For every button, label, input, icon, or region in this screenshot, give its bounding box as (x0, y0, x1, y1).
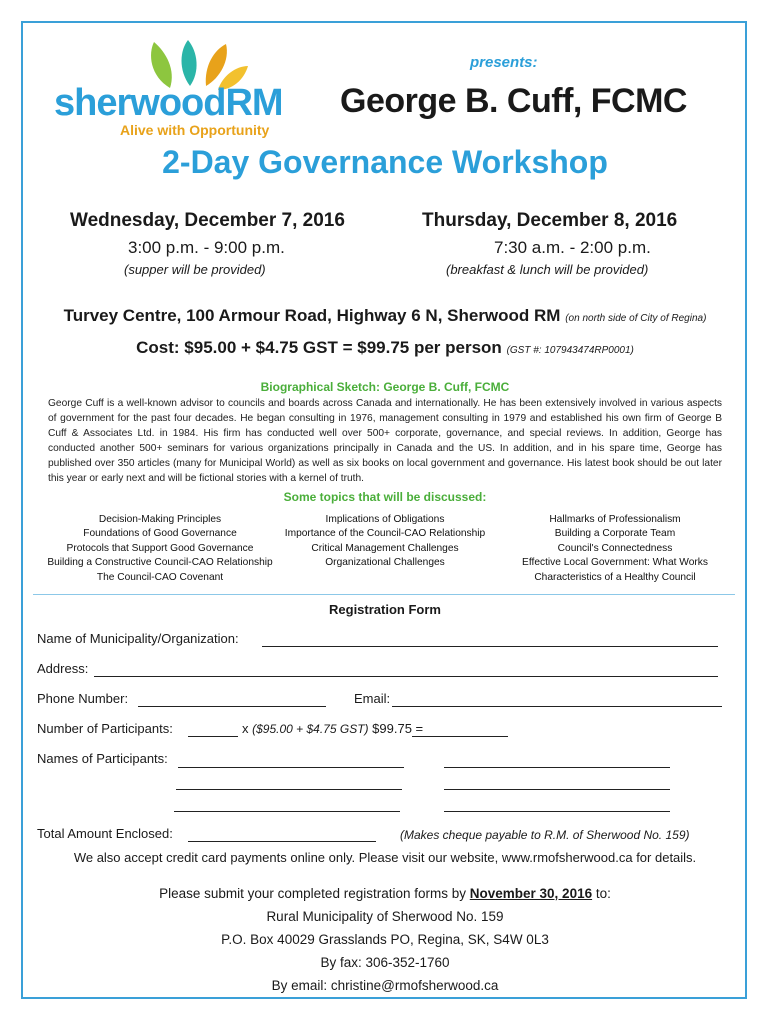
topic-item: Effective Local Government: What Works (522, 557, 708, 569)
participant-names-label: Names of Participants: (37, 751, 168, 766)
calc-formula: ($95.00 + $4.75 GST) (252, 722, 369, 736)
calc-x: x (242, 721, 249, 736)
day-2-date: Thursday, December 8, 2016 (422, 210, 678, 231)
registration-heading: Registration Form (329, 602, 441, 617)
day-1-time: 3:00 p.m. - 9:00 p.m. (128, 238, 285, 257)
participant-name-field-5[interactable] (174, 810, 400, 812)
calc-total-field[interactable] (412, 735, 508, 737)
topics-column-2 (272, 513, 498, 571)
topic-item: Council's Connectedness (557, 542, 673, 554)
venue-line (0, 306, 770, 326)
topic-item: Importance of the Council-CAO Relationship (284, 528, 486, 540)
gst-note: (GST #: 107943474RP0001) (506, 345, 634, 356)
section-divider (33, 594, 735, 595)
logo-word-sherwood: sherwood (54, 82, 226, 124)
topic-item: Building a Corporate Team (554, 528, 676, 540)
email-label: Email: (354, 691, 391, 706)
participant-name-field-3[interactable] (176, 788, 402, 790)
participants-count-field[interactable] (188, 735, 238, 737)
topic-item: Implications of Obligations (325, 514, 445, 525)
submit-deadline: November 30, 2016 (469, 886, 593, 901)
municipality-label: Name of Municipality/Organization: (37, 631, 239, 646)
cheque-note: (Makes cheque payable to R.M. of Sherwood No. 159) (400, 828, 690, 842)
participants-count-label: Number of Participants: (37, 721, 173, 736)
address-field[interactable] (94, 675, 718, 677)
day-1-note: (supper will be provided) (124, 262, 266, 277)
submit-email: By email: christine@rmofsherwood.ca (271, 978, 499, 993)
phone-field[interactable] (138, 705, 326, 707)
topic-item: Building a Constructive Council-CAO Relationship (47, 557, 273, 569)
day-2-time: 7:30 a.m. - 2:00 p.m. (494, 238, 651, 257)
submit-to: to: (595, 886, 611, 901)
topic-item: The Council-CAO Covenant (96, 571, 224, 583)
submit-address: P.O. Box 40029 Grasslands PO, Regina, SK, S4W 0L3 (221, 932, 549, 947)
topic-item: Protocols that Support Good Governance (66, 542, 254, 554)
price-calculation (242, 721, 423, 736)
topic-item: Foundations of Good Governance (83, 528, 237, 540)
participant-name-field-6[interactable] (444, 810, 670, 812)
cost-line (0, 338, 770, 358)
email-field[interactable] (392, 705, 722, 707)
submit-fax: By fax: 306-352-1760 (320, 955, 450, 970)
submit-line (0, 886, 770, 901)
phone-label: Phone Number: (37, 691, 129, 706)
submit-organization: Rural Municipality of Sherwood No. 159 (266, 909, 504, 924)
cost-text: Cost: $95.00 + $4.75 GST = $99.75 per person (136, 338, 502, 357)
participant-name-field-2[interactable] (444, 766, 670, 768)
topics-heading: Some topics that will be discussed: (283, 490, 487, 504)
presents-label: presents: (470, 54, 538, 71)
workshop-title: 2-Day Governance Workshop (162, 144, 608, 180)
municipality-field[interactable] (262, 645, 718, 647)
venue-note: (on north side of City of Regina) (565, 313, 707, 324)
topic-item: Organizational Challenges (325, 557, 445, 569)
topics-column-1 (40, 513, 280, 585)
topic-item: Critical Management Challenges (311, 542, 459, 554)
topic-item: Characteristics of a Healthy Council (534, 571, 696, 583)
day-2-note: (breakfast & lunch will be provided) (446, 262, 649, 277)
participant-name-field-4[interactable] (444, 788, 670, 790)
logo-word-rm: RM (225, 82, 283, 124)
topics-column-3 (500, 513, 730, 585)
topic-item: Hallmarks of Professionalism (549, 514, 681, 525)
speaker-name: George B. Cuff, FCMC (340, 82, 687, 120)
address-label: Address: (37, 661, 89, 676)
day-1-date: Wednesday, December 7, 2016 (70, 210, 345, 231)
venue-text: Turvey Centre, 100 Armour Road, Highway 6 N, Sherwood RM (63, 306, 561, 325)
calc-price: $99.75 = (372, 721, 424, 736)
leaf-teal-icon (182, 40, 197, 86)
logo-wordmark (54, 82, 283, 125)
total-amount-field[interactable] (188, 840, 376, 842)
bio-heading: Biographical Sketch: George B. Cuff, FCMC (260, 380, 510, 394)
online-payment-note: We also accept credit card payments online only. Please visit our website, www.rmofsherwood.ca for details. (73, 850, 697, 865)
participant-name-field-1[interactable] (178, 766, 404, 768)
logo-tagline: Alive with Opportunity (120, 122, 270, 138)
total-amount-label: Total Amount Enclosed: (37, 826, 173, 841)
bio-text: George Cuff is a well-known advisor to councils and boards across Canada and internationally. He has been extensively involved in various aspects of government for the past four decades. He began consulting in 1976, management consulting in 1979 and established his own firm of George B Cuff & Associates Ltd. in 1984. His firm has conducted well over 500+ corporate, governance, and special reviews. In addition, George has conducted another 500+ seminars for various organizations principally in Canada and the US. In addition, and in his spare time, George has published over 350 articles (many for Municipal World) as well as six books on local government and governance. His latest book should be out later this year or early next and will be fictional stories with a kernel of truth. (48, 398, 722, 484)
submit-lead: Please submit your completed registration forms by (159, 886, 466, 901)
topic-item: Decision-Making Principles (98, 514, 222, 525)
